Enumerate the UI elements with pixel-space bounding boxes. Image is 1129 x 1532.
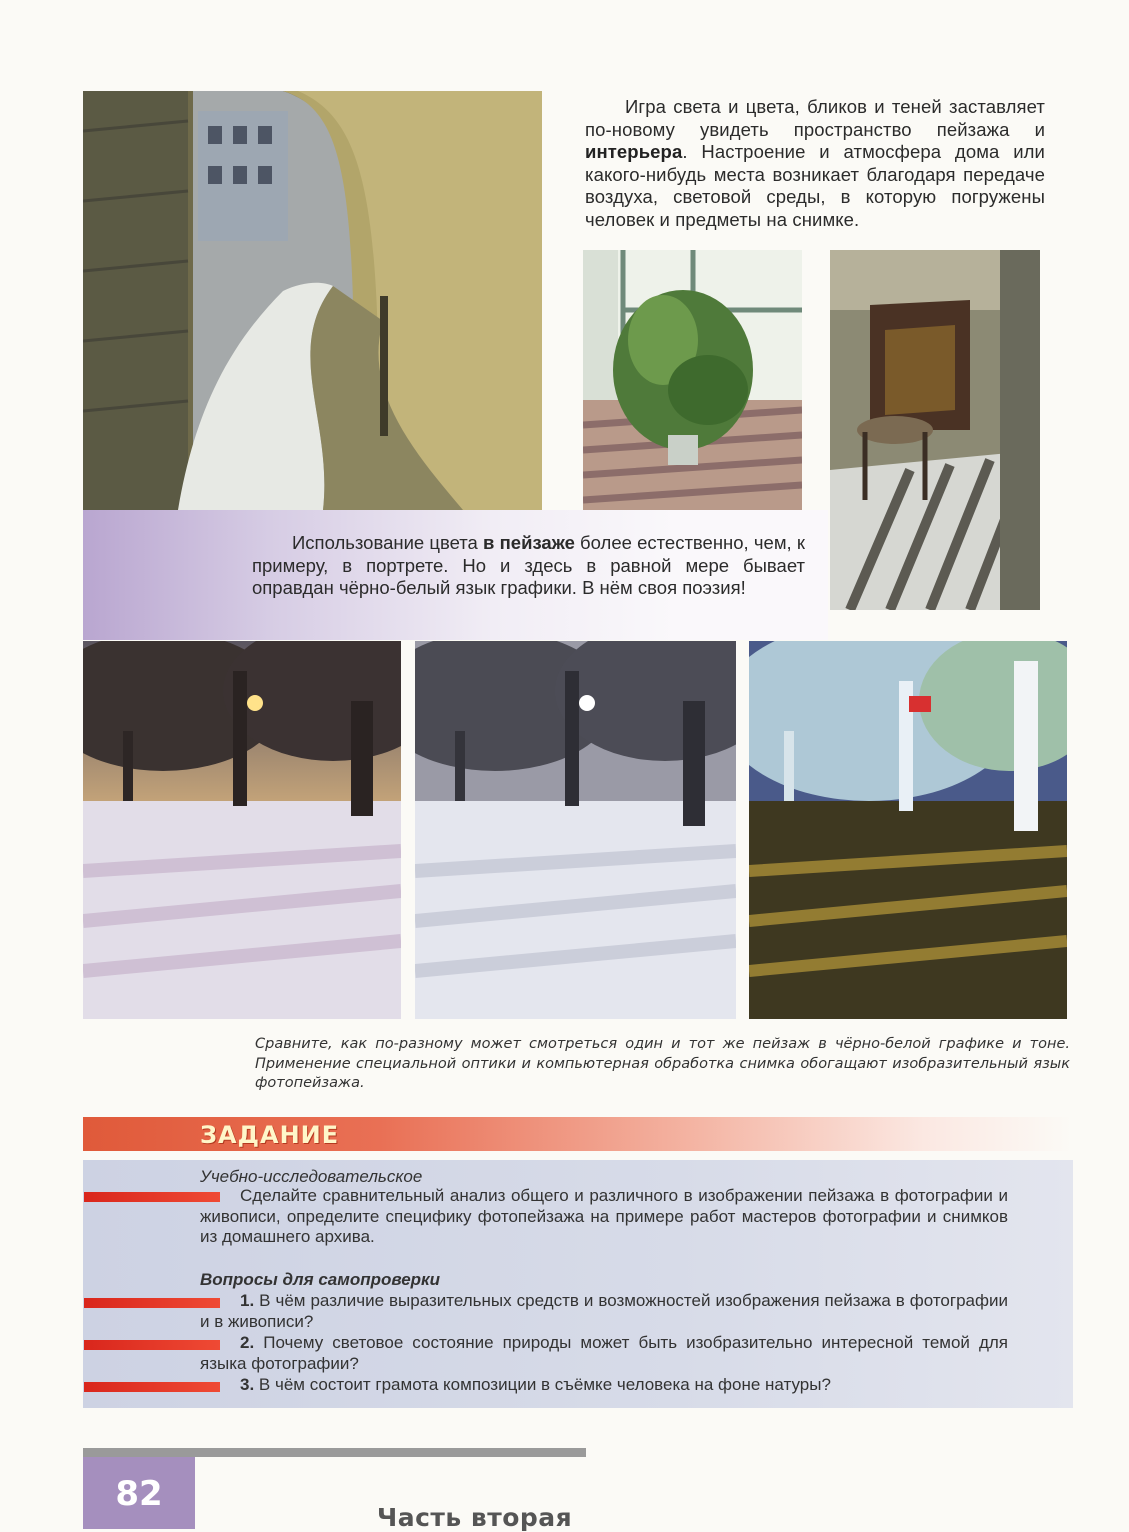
photo-porch-chair xyxy=(830,250,1040,610)
photo-inverted xyxy=(749,641,1067,1019)
footer-rule xyxy=(83,1448,586,1457)
landscape-paragraph: Использование цвета в пейзаже более естественно, чем, к примеру, в портрете. Но и здесь в равной мере бывает оправдан чёрно-белый язык графики. В нём своя поэзия! xyxy=(252,532,805,598)
part-title: Часть вторая xyxy=(377,1503,573,1532)
question-3: 3. В чём состоит грамота композиции в съёмке человека на фоне натуры? xyxy=(240,1375,831,1394)
photo-caption: Сравните, как по-разному может смотреться один и тот же пейзаж в чёрно-белой графике и тоне. Применение специальной оптики и компьютерная обработка снимка обогащают изобразительный язык фотопейзажа. xyxy=(255,1036,1070,1091)
question-1: 1. В чём различие выразительных средств и возможностей изображения пейзажа в фотографии и в живописи? xyxy=(200,1291,1008,1331)
photo-winter-gray xyxy=(415,641,736,1019)
research-label: Учебно-исследовательское xyxy=(200,1167,423,1186)
page-number: 82 xyxy=(115,1474,163,1514)
research-text: Сделайте сравнительный анализ общего и различного в изображении пейзажа в фотографии и живописи, определите специфику фотопейзажа на примере работ мастеров фотографии и снимков из домашнего архива. xyxy=(200,1186,1008,1246)
photo-archway xyxy=(83,91,542,510)
photo-winter-color xyxy=(83,641,401,1019)
question-2: 2. Почему световое состояние природы может быть изобразительно интересной темой для языка фотографии? xyxy=(200,1333,1008,1373)
questions-label: Вопросы для самопроверки xyxy=(200,1270,441,1289)
task-title: ЗАДАНИЕ xyxy=(200,1121,340,1149)
photo-plant-window xyxy=(583,250,802,510)
intro-paragraph: Игра света и цвета, бликов и теней заставляет по-новому увидеть пространство пейзажа и интерьера. Настроение и атмосфера дома или какого-нибудь места возникает благодаря передаче воздуха, световой среды, в которую погружены человек и предметы на снимке. xyxy=(585,96,1045,230)
